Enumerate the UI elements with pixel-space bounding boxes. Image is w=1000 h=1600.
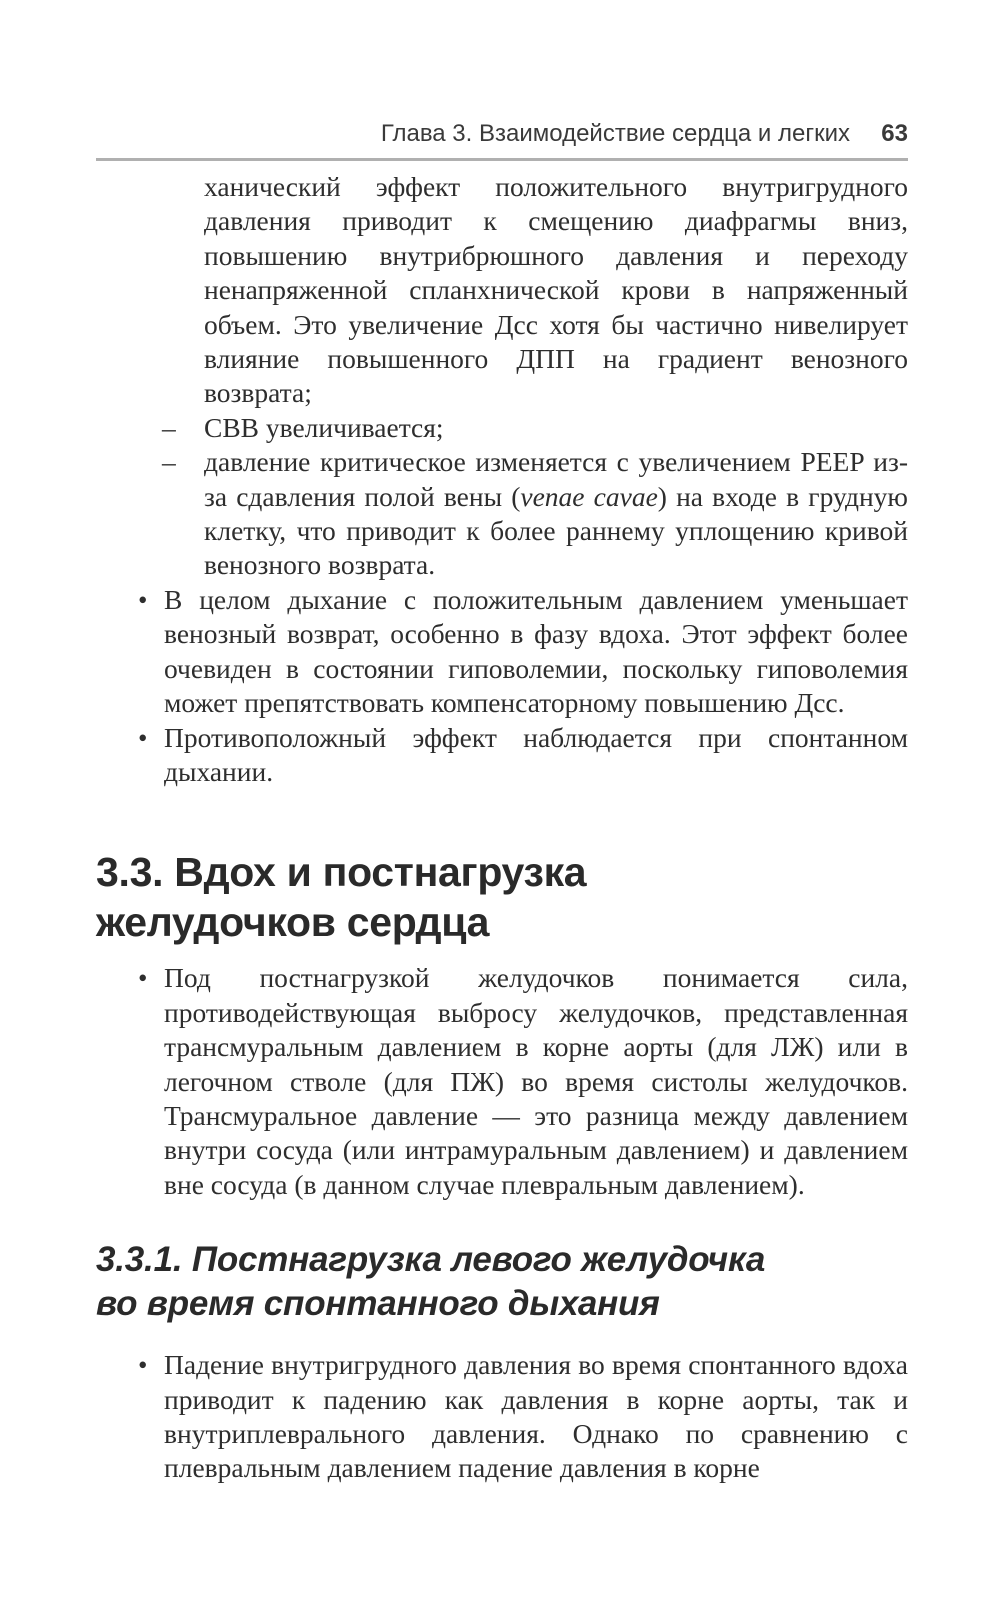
dash-marker: – (162, 411, 176, 443)
subsection-3-3-1-heading (96, 1238, 908, 1326)
page-number: 63 (881, 120, 908, 147)
section-3-3-heading (96, 847, 908, 947)
continuation-paragraph: ханический эффект положительного внутригрудного давления приводит к смещению диафрагмы вниз, повышению внутрибрюшного давления и переходу ненапряженной спланхнической крови в напряженный объем. Это увеличение Дсс хотя бы частично нивелирует влияние повышенного ДПП на градиент венозного возврата; (204, 171, 908, 409)
dash-list-item (96, 411, 908, 445)
dash-list-item (96, 445, 908, 583)
bullet-list-item (96, 1348, 908, 1486)
bullet-list-item (96, 721, 908, 790)
bullet-marker: • (138, 584, 148, 615)
bullet-text: Падение внутригрудного давления во время спонтанного вдоха приводит к падению как давления в корне аорты, так и внутриплеврального давления. Однако по сравнению с плевральным давлением падение давления в корне (164, 1349, 908, 1484)
bullet-list-item (96, 961, 908, 1202)
running-header (96, 118, 908, 158)
bullet-marker: • (138, 722, 148, 753)
bullet-text: Противоположный эффект наблюдается при спонтанном дыхании. (164, 721, 908, 787)
bullet-text: В целом дыхание с положительным давлением уменьшает венозный возврат, особенно в фазу вдоха. Этот эффект более очевиден в состоянии гиповолемии, поскольку гиповолемия может препятствовать компенсаторному повышению Дсс. (164, 583, 908, 719)
header-divider (96, 158, 908, 161)
bullet-text: Под постнагрузкой желудочков понимается сила, противодействующая выбросу желудочков, представленная трансмуральным давлением в корне аорты (для ЛЖ) или в легочном стволе (для ПЖ) во время систолы желудочков. Трансмуральное давление — это разница между давлением внутри сосуда (или интрамуральным давлением) и давлением вне сосуда (в данном случае плевральным давлением). (164, 962, 908, 1200)
chapter-title: Глава 3. Взаимодействие сердца и легких (380, 120, 850, 147)
dash-marker: – (162, 446, 176, 478)
latin-term: venae cavae (520, 480, 658, 512)
dash-item-text: давление критическое изменяется с увеличением PEEP из-за сдавления полой вены ( (204, 446, 908, 512)
section-heading-line-1: 3.3. Вдох и постнагрузка (96, 849, 587, 896)
bullet-list-item (96, 583, 908, 721)
page-body (96, 170, 908, 1486)
subsection-heading-line-2: во время спонтанного дыхания (96, 1284, 660, 1324)
section-heading-line-2: желудочков сердца (96, 899, 490, 946)
subsection-heading-line-1: 3.3.1. Постнагрузка левого желудочка (96, 1240, 766, 1280)
bullet-marker: • (138, 963, 148, 994)
bullet-marker: • (138, 1350, 148, 1381)
dash-item-text: СВВ увеличивается; (204, 411, 444, 443)
dash-item-text-end: ) на входе в грудную клетку, что приводит к более раннему уплощению кривой венозного возврата. (204, 480, 908, 581)
